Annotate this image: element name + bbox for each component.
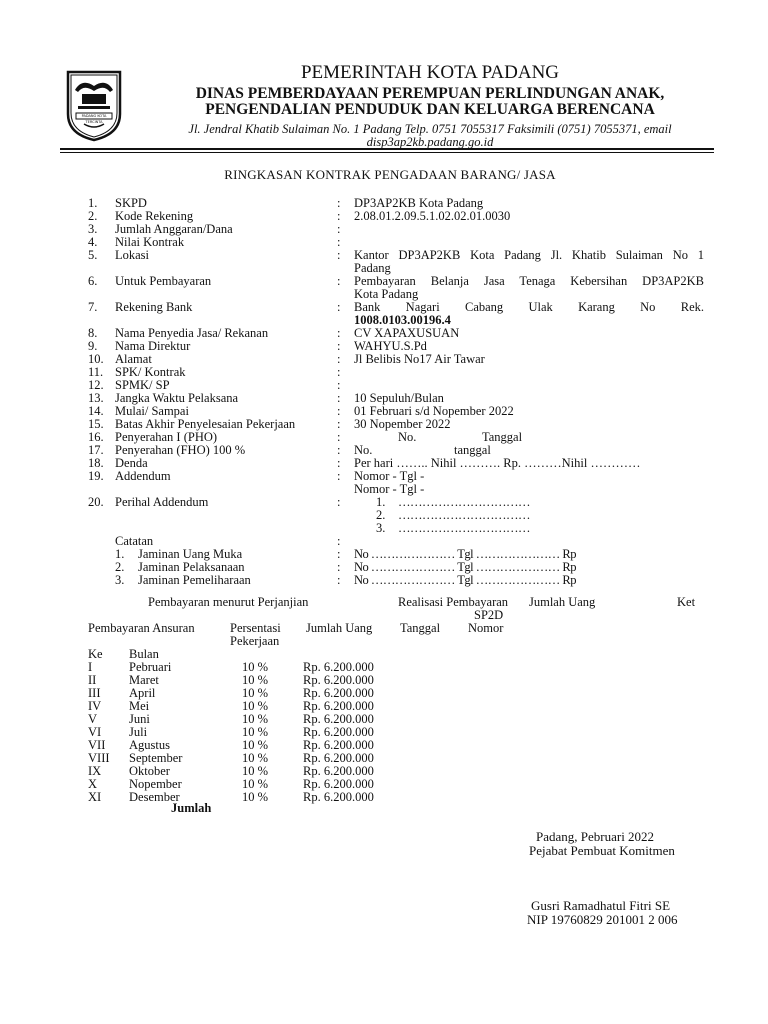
department-name-line1: DINAS PEMBERDAYAAN PEREMPUAN PERLINDUNGAN ANAK, [195, 85, 665, 102]
field-label: Rekening Bank [115, 300, 193, 314]
field-number: 11. [88, 365, 104, 379]
field-colon: : [337, 456, 341, 470]
field-colon: : [337, 352, 341, 366]
row-percentage: 10 % [242, 660, 269, 674]
signature-position: Pejabat Pembuat Komitmen [529, 843, 675, 858]
field-value: Kantor DP3AP2KB Kota Padang Jl. Khatib Sulaiman No 1 [354, 248, 704, 262]
field-number: 3. [88, 222, 98, 236]
field-number: 1. [88, 196, 98, 210]
row-amount: Rp. 6.200.000 [303, 738, 374, 752]
row-month: September [129, 751, 183, 765]
row-percentage: 10 % [242, 764, 269, 778]
field-value-continued: Padang [354, 261, 391, 275]
row-month: Nopember [129, 777, 182, 791]
logo-motto: PADANG KOTA TERCINTA [81, 114, 107, 124]
field-value: Jl Belibis No17 Air Tawar [354, 352, 485, 366]
field-number: 16. [88, 430, 104, 444]
field-label: Untuk Pembayaran [115, 274, 212, 288]
row-installment-number: VI [88, 725, 102, 739]
signatory-name: Gusri Ramadhatul Fitri SE [531, 898, 671, 913]
field-number: 5. [88, 248, 98, 262]
field-value: Bank Nagari Cabang Ulak Karang No Rek. [354, 300, 704, 314]
field-colon: : [337, 443, 341, 457]
field-label: Penyerahan I (PHO) [115, 430, 218, 444]
city-logo [66, 68, 122, 142]
field-label: Jangka Waktu Pelaksana [115, 391, 239, 405]
field-colon: : [337, 300, 341, 314]
field-label: SPMK/ SP [115, 378, 170, 392]
field-label: SKPD [115, 196, 147, 210]
row-installment-number: III [88, 686, 101, 700]
field-colon: : [337, 547, 341, 561]
fho-date-label: tanggal [454, 443, 491, 457]
field-value-continued: Kota Padang [354, 287, 419, 301]
note-number: 3. [115, 573, 125, 587]
field-label: Batas Akhir Penyelesaian Pekerjaan [115, 417, 296, 431]
field-colon: : [337, 430, 341, 444]
field-colon: : [337, 274, 341, 288]
row-month: Agustus [129, 738, 170, 752]
field-colon: : [337, 326, 341, 340]
field-number: 7. [88, 300, 98, 314]
row-percentage: 10 % [242, 751, 269, 765]
field-value: 2.08.01.2.09.5.1.02.02.01.0030 [354, 209, 511, 223]
field-colon: : [337, 391, 341, 405]
field-number: 15. [88, 417, 104, 431]
addendum-item-number: 3. [376, 521, 386, 535]
fho-no-label: No. [354, 443, 373, 457]
field-label: Perihal Addendum [115, 495, 209, 509]
row-installment-number: X [88, 777, 98, 791]
field-number: 18. [88, 456, 104, 470]
field-colon: : [337, 495, 341, 509]
header-divider-thin [60, 152, 714, 153]
row-amount: Rp. 6.200.000 [303, 790, 374, 804]
col-number: Nomor [468, 621, 504, 635]
row-amount: Rp. 6.200.000 [303, 673, 374, 687]
header-divider-thick [60, 148, 714, 150]
notes-title: Catatan [115, 534, 154, 548]
field-value: Per hari …….. Nihil ………. Rp. ………Nihil ………… [354, 456, 641, 470]
row-month: Maret [129, 673, 159, 687]
field-colon: : [337, 469, 341, 483]
field-label: Nilai Kontrak [115, 235, 185, 249]
row-installment-number: XI [88, 790, 102, 804]
note-value: No ………………… Tgl ………………… Rp [354, 547, 576, 561]
field-number: 12. [88, 378, 104, 392]
field-number: 13. [88, 391, 104, 405]
field-label: Nama Direktur [115, 339, 191, 353]
field-value: WAHYU.S.Pd [354, 339, 427, 353]
field-colon: : [337, 365, 341, 379]
field-label: Jumlah Anggaran/Dana [115, 222, 233, 236]
col-installment: Pembayaran Ansuran [88, 621, 195, 635]
field-number: 9. [88, 339, 98, 353]
pho-date-label: Tanggal [482, 430, 523, 444]
row-month: Juni [129, 712, 150, 726]
field-colon: : [337, 534, 341, 548]
col-ke: Ke [88, 647, 103, 661]
field-value: DP3AP2KB Kota Padang [354, 196, 484, 210]
field-label: Nama Penyedia Jasa/ Rekanan [115, 326, 269, 340]
row-installment-number: VIII [88, 751, 110, 765]
payment-total-label: Jumlah [171, 801, 212, 815]
row-percentage: 10 % [242, 725, 269, 739]
addendum-item-dots: …………………………… [398, 508, 530, 522]
field-value-continued: Nomor - Tgl - [354, 482, 425, 496]
row-percentage: 10 % [242, 738, 269, 752]
field-label: Penyerahan (FHO) 100 % [115, 443, 246, 457]
field-colon: : [337, 378, 341, 392]
field-colon: : [337, 248, 341, 262]
row-amount: Rp. 6.200.000 [303, 751, 374, 765]
government-name: PEMERINTAH KOTA PADANG [300, 62, 560, 83]
row-month: Oktober [129, 764, 170, 778]
padang-emblem-icon [66, 68, 122, 142]
note-value: No ………………… Tgl ………………… Rp [354, 573, 576, 587]
field-label: SPK/ Kontrak [115, 365, 186, 379]
field-colon: : [337, 196, 341, 210]
field-number: 14. [88, 404, 104, 418]
field-label: Alamat [115, 352, 152, 366]
field-label: Denda [115, 456, 148, 470]
row-percentage: 10 % [242, 699, 269, 713]
field-value: 30 Nopember 2022 [354, 417, 451, 431]
field-value: 10 Sepuluh/Bulan [354, 391, 444, 405]
note-label: Jaminan Pemeliharaan [138, 573, 251, 587]
field-number: 6. [88, 274, 98, 288]
field-colon: : [337, 235, 341, 249]
field-number: 19. [88, 469, 104, 483]
field-value: CV XAPAXUSUAN [354, 326, 460, 340]
field-number: 2. [88, 209, 98, 223]
field-number: 20. [88, 495, 104, 509]
field-colon: : [337, 573, 341, 587]
row-amount: Rp. 6.200.000 [303, 764, 374, 778]
col-date: Tanggal [400, 621, 441, 635]
addendum-item-dots: …………………………… [398, 495, 530, 509]
row-month: April [129, 686, 156, 700]
field-number: 4. [88, 235, 98, 249]
field-colon: : [337, 222, 341, 236]
row-month: Pebruari [129, 660, 172, 674]
row-amount: Rp. 6.200.000 [303, 699, 374, 713]
row-month: Desember [129, 790, 180, 804]
field-value-continued: 1008.0103.00196.4 [354, 313, 451, 327]
signatory-nip: NIP 19760829 201001 2 006 [527, 912, 678, 927]
payment-remark-header: Ket [677, 595, 696, 609]
note-value: No ………………… Tgl ………………… Rp [354, 560, 576, 574]
address-line2: disp3ap2kb.padang.go.id [366, 135, 494, 149]
addendum-item-number: 1. [376, 495, 386, 509]
row-installment-number: IV [88, 699, 102, 713]
row-month: Mei [129, 699, 150, 713]
payment-amount-header: Jumlah Uang [529, 595, 596, 609]
note-label: Jaminan Pelaksanaan [138, 560, 245, 574]
field-colon: : [337, 417, 341, 431]
field-colon: : [337, 404, 341, 418]
row-installment-number: II [88, 673, 97, 687]
field-colon: : [337, 560, 341, 574]
note-number: 1. [115, 547, 125, 561]
row-installment-number: VII [88, 738, 106, 752]
row-installment-number: V [88, 712, 98, 726]
row-amount: Rp. 6.200.000 [303, 712, 374, 726]
signature-place-date: Padang, Pebruari 2022 [536, 829, 655, 844]
row-percentage: 10 % [242, 686, 269, 700]
field-value: Pembayaran Belanja Jasa Tenaga Kebersihan DP3AP2KB [354, 274, 704, 288]
field-value: Nomor - Tgl - [354, 469, 425, 483]
col-amount: Jumlah Uang [306, 621, 373, 635]
row-amount: Rp. 6.200.000 [303, 725, 374, 739]
row-installment-number: IX [88, 764, 102, 778]
row-percentage: 10 % [242, 777, 269, 791]
row-month: Juli [129, 725, 148, 739]
field-number: 10. [88, 352, 104, 366]
row-percentage: 10 % [242, 673, 269, 687]
row-amount: Rp. 6.200.000 [303, 686, 374, 700]
row-amount: Rp. 6.200.000 [303, 777, 374, 791]
row-installment-number: I [88, 660, 93, 674]
document-title: RINGKASAN KONTRAK PENGADAAN BARANG/ JASA [224, 167, 556, 182]
payment-agreement-header: Pembayaran menurut Perjanjian [148, 595, 309, 609]
address-line1: Jl. Jendral Khatib Sulaiman No. 1 Padang Telp. 0751 7055317 Faksimili (0751) 7055371, email [188, 122, 672, 136]
field-label: Addendum [115, 469, 171, 483]
field-number: 17. [88, 443, 104, 457]
field-label: Kode Rekening [115, 209, 194, 223]
pho-no-label: No. [398, 430, 417, 444]
payment-sp2d-header: SP2D [474, 608, 504, 622]
col-month: Bulan [129, 647, 159, 661]
field-number: 8. [88, 326, 98, 340]
department-name-line2: PENGENDALIAN PENDUDUK DAN KELUARGA BERENCANA [205, 101, 655, 118]
row-percentage: 10 % [242, 712, 269, 726]
row-percentage: 10 % [242, 790, 269, 804]
field-colon: : [337, 339, 341, 353]
note-label: Jaminan Uang Muka [138, 547, 243, 561]
col-work: Pekerjaan [230, 634, 280, 648]
field-label: Mulai/ Sampai [115, 404, 189, 418]
field-colon: : [337, 209, 341, 223]
addendum-item-number: 2. [376, 508, 386, 522]
payment-realization-header: Realisasi Pembayaran [398, 595, 509, 609]
row-amount: Rp. 6.200.000 [303, 660, 374, 674]
field-value: 01 Februari s/d Nopember 2022 [354, 404, 514, 418]
col-percentage: Persentasi [230, 621, 281, 635]
addendum-item-dots: …………………………… [398, 521, 530, 535]
note-number: 2. [115, 560, 125, 574]
field-label: Lokasi [115, 248, 150, 262]
